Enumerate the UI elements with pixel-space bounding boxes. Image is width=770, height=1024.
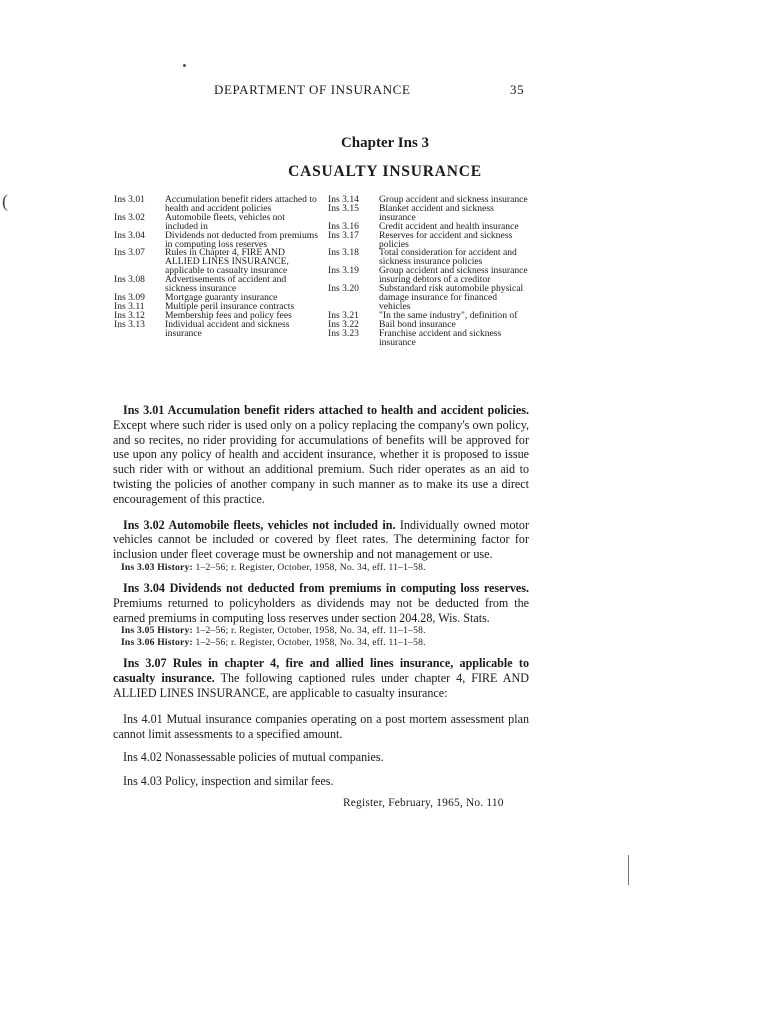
toc-entry (114, 249, 319, 276)
section-heading: Ins 3.04 Dividends not deducted from premiums in computing loss reserves. (123, 580, 529, 595)
toc-number: Ins 3.19 (328, 265, 359, 277)
history-text: 1–2–56; r. Register, October, 1958, No. 34, eff. 11–1–58. (195, 625, 426, 637)
toc-title: Reserves for accident and sickness policies (379, 229, 513, 250)
toc-number: Ins 3.15 (328, 202, 359, 214)
rule-ins-4-03 (113, 774, 529, 789)
body-text (113, 403, 529, 798)
toc-title: Multiple peril insurance contracts (165, 300, 295, 312)
toc-title: Rules in Chapter 4, FIRE AND ALLIED LINES INSURANCE, applicable to casualty insurance (165, 247, 289, 277)
toc-number: Ins 3.09 (114, 291, 145, 303)
department-title: DEPARTMENT OF INSURANCE (214, 82, 411, 97)
scan-speck (183, 64, 186, 67)
toc-number: Ins 3.07 (114, 247, 145, 259)
register-footer: Register, February, 1965, No. 110 (343, 797, 504, 809)
scan-edge-rule (628, 855, 629, 885)
rule-ins-4-01 (113, 712, 529, 742)
history-number: Ins 3.03 (121, 561, 155, 573)
toc-number: Ins 3.12 (114, 309, 145, 321)
toc-number: Ins 3.14 (328, 194, 359, 205)
history-text: 1–2–56; r. Register, October, 1958, No. 34, eff. 11–1–58. (195, 561, 426, 573)
running-header (0, 82, 770, 98)
rule-text: Policy, inspection and similar fees. (165, 774, 334, 789)
toc-number: Ins 3.04 (114, 229, 145, 241)
history-note-3-03 (113, 562, 529, 574)
toc-number: Ins 3.13 (114, 318, 145, 330)
toc-right-column (328, 196, 530, 347)
history-label: History: (157, 625, 193, 637)
toc-entry (114, 211, 319, 232)
toc-number: Ins 3.17 (328, 229, 359, 241)
section-text: Individually owned motor vehicles cannot be included or covered by fleet rates. The determining factor for inclusion under fleet coverage must be ownership and not management or use. (113, 517, 529, 562)
section-heading: Ins 3.07 Rules in chapter 4, fire and allied lines insurance, applicable to casualty insurance. (113, 656, 529, 686)
section-ins-3-01 (113, 403, 529, 507)
history-note-3-06 (113, 637, 529, 649)
toc-title: Group accident and sickness insurance (379, 194, 528, 205)
toc-entry (328, 327, 530, 348)
toc-number: Ins 3.16 (328, 220, 359, 232)
history-label: History: (157, 637, 193, 649)
history-number: Ins 3.06 (121, 637, 155, 649)
section-text: The following captioned rules under chapter 4, FIRE AND ALLIED LINES INSURANCE, are applicable to casualty insurance: (113, 671, 529, 700)
toc-title: Dividends not deducted from premiums in computing loss reserves (165, 229, 318, 250)
page-number: 35 (510, 82, 525, 97)
toc-number: Ins 3.23 (328, 327, 359, 339)
toc-entry (114, 318, 319, 339)
toc-title: Individual accident and sickness insurance (165, 318, 290, 339)
toc-number: Ins 3.22 (328, 318, 359, 330)
section-ins-3-07 (113, 656, 529, 700)
history-label: History: (157, 561, 193, 573)
rule-number: Ins 4.03 (123, 774, 162, 789)
toc-number: Ins 3.20 (328, 283, 359, 295)
toc-title: Blanket accident and sickness insurance (379, 202, 494, 223)
toc-number: Ins 3.02 (114, 211, 145, 223)
toc-left-column (114, 196, 319, 339)
section-ins-3-04 (113, 581, 529, 625)
toc-title: Automobile fleets, vehicles not included in (165, 211, 285, 232)
section-heading: Ins 3.02 Automobile fleets, vehicles not included in. (123, 517, 396, 532)
toc-title: Total consideration for accident and sickness insurance policies (379, 247, 517, 268)
rule-ins-4-02 (113, 750, 529, 765)
history-text: 1–2–56; r. Register, October, 1958, No. 34, eff. 11–1–58. (195, 637, 426, 649)
toc-number: Ins 3.18 (328, 247, 359, 259)
toc-title: Credit accident and health insurance (379, 220, 519, 232)
toc-title: Substandard risk automobile physical damage insurance for financed vehicles (379, 283, 524, 312)
toc-title: Group accident and sickness insurance insuring debtors of a creditor (379, 265, 528, 286)
rule-text: Mutual insurance companies operating on a post mortem assessment plan cannot limit assessments to a specified amount. (113, 711, 529, 741)
section-ins-3-02 (113, 518, 529, 562)
chapter-subtitle: CASUALTY INSURANCE (288, 163, 482, 180)
chapter-title: Chapter Ins 3 (340, 135, 430, 151)
toc-number: Ins 3.01 (114, 194, 145, 205)
toc-number: Ins 3.21 (328, 309, 359, 321)
section-text: Except where such rider is used only on a policy replacing the company's own policy, and so recites, no rider providing for accumulations of benefits will be approved for use upon any policy of health and accident insurance, whether it is proposed to issue such rider with or without an additional premium. Such rider operates as an aid to twisting the policies of another company in such manner as to make its use a direct encouragement of this practice. (113, 417, 529, 506)
toc-title: "In the same industry", definition of (379, 309, 518, 321)
rule-text: Nonassessable policies of mutual companies. (165, 750, 384, 765)
section-text: Premiums returned to policyholders as dividends may not be deducted from the earned premiums in computing loss reserves under section 204.28, Wis. Stats. (113, 595, 529, 625)
section-heading: Ins 3.01 Accumulation benefit riders attached to health and accident policies. (123, 403, 529, 417)
toc-title: Bail bond insurance (379, 318, 456, 330)
rule-number: Ins 4.02 (123, 750, 162, 765)
toc-title: Membership fees and policy fees (165, 309, 292, 321)
history-note-3-05 (113, 625, 529, 637)
margin-bracket-mark: ( (2, 191, 8, 211)
toc-title: Advertisements of accident and sickness insurance (165, 274, 287, 295)
toc-title: Franchise accident and sickness insurance (379, 327, 502, 348)
toc-number: Ins 3.08 (114, 274, 145, 286)
toc-number: Ins 3.11 (114, 300, 145, 312)
history-number: Ins 3.05 (121, 625, 155, 637)
rule-number: Ins 4.01 (123, 711, 163, 726)
toc-title: Accumulation benefit riders attached to health and accident policies (165, 194, 317, 214)
toc-entry (328, 285, 530, 312)
toc-title: Mortgage guaranty insurance (165, 291, 278, 303)
